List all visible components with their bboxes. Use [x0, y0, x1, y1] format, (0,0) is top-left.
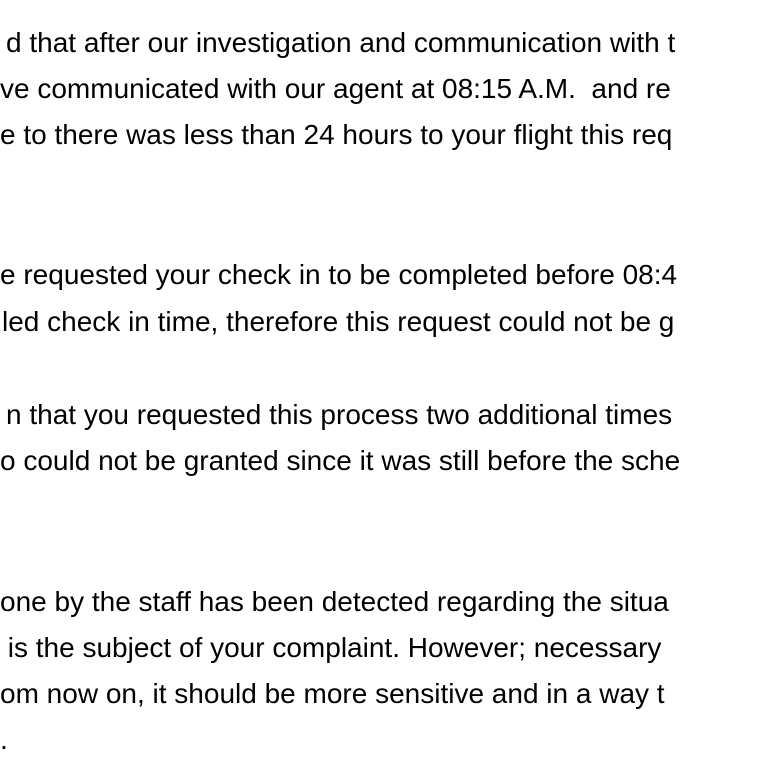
paragraph-2-line-1: e requested your check in to be completed before 08:4 — [0, 259, 678, 290]
paragraph-1-line-3: e to there was less than 24 hours to your flight this req — [0, 119, 673, 150]
paragraph-4-line-3: om now on, it should be more sensitive and in a way t — [0, 678, 665, 709]
paragraph-1-line-1: d that after our investigation and communication with t — [6, 27, 676, 58]
paragraph-3-line-2: o could not be granted since it was still before the sche — [0, 445, 681, 476]
paragraph-3-line-1: n that you requested this process two additional times — [6, 399, 673, 430]
paragraph-4-line-1: one by the staff has been detected regarding the situa — [0, 586, 669, 617]
paragraph-2-line-2: led check in time, therefore this request could not be g — [2, 306, 675, 337]
paragraph-1-line-2: ve communicated with our agent at 08:15 A.M. and re — [0, 73, 671, 104]
paragraph-4-line-2: is the subject of your complaint. However; necessary — [0, 632, 662, 663]
paragraph-4-line-4: . — [0, 724, 8, 755]
